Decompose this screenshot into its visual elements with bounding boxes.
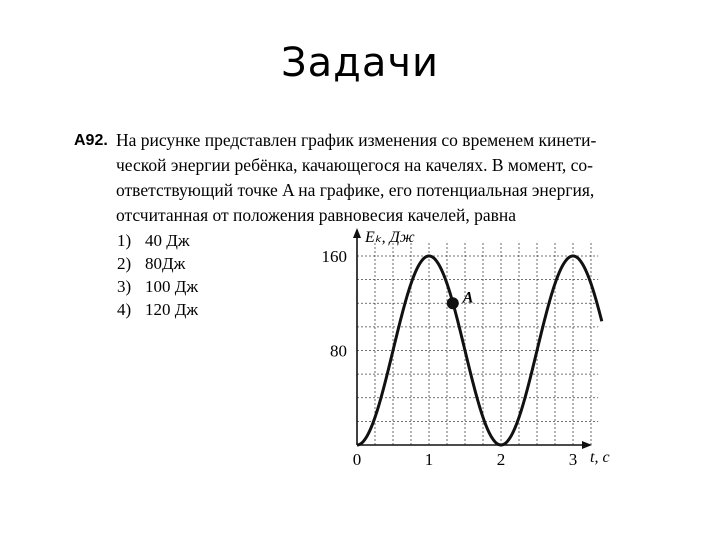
answer-option-1 [117,229,198,252]
x-axis-arrow [582,441,592,449]
problem-text-line: отсчитанная от положения равновесия качелей, равна [116,205,516,225]
option-text: 100 Дж [145,277,199,296]
y-tick-label: 160 [321,247,347,266]
problem-text-line: ответствующий точке A на графике, его потенциальная энергия, [116,180,595,200]
problem-statement [74,128,634,228]
problem-id: А92. [74,132,108,149]
option-text: 40 Дж [145,231,190,250]
y-axis-label: Eₖ, Дж [365,229,415,246]
answer-option-3 [117,275,198,298]
chart-axes [353,228,592,449]
x-tick-label: 0 [352,450,362,469]
option-number: 2) [117,254,132,273]
energy-time-chart [300,222,620,472]
y-axis-arrow [353,228,361,238]
chart-tick-labels [322,247,578,469]
point-a-label: A [462,289,474,307]
y-tick-label: 80 [330,341,347,361]
x-tick-label: 1 [424,450,434,469]
option-number: 1) [117,231,132,250]
x-axis-label: t, с [590,449,610,466]
option-text: 120 Дж [145,300,199,319]
option-number: 3) [117,277,132,296]
option-number: 4) [117,300,132,319]
slide-title: Задачи [281,40,439,86]
option-text: 80Дж [145,254,186,273]
point-a-marker [447,297,459,309]
answer-option-4 [117,298,198,321]
x-tick-label: 3 [568,450,578,469]
problem-text-line: На рисунке представлен график изменения со временем кинети- [116,130,597,150]
answer-option-2 [117,252,198,275]
problem-text-line: ческой энергии ребёнка, качающегося на качелях. В момент, со- [116,155,594,175]
answer-options [117,229,198,321]
x-tick-label: 2 [496,450,506,469]
